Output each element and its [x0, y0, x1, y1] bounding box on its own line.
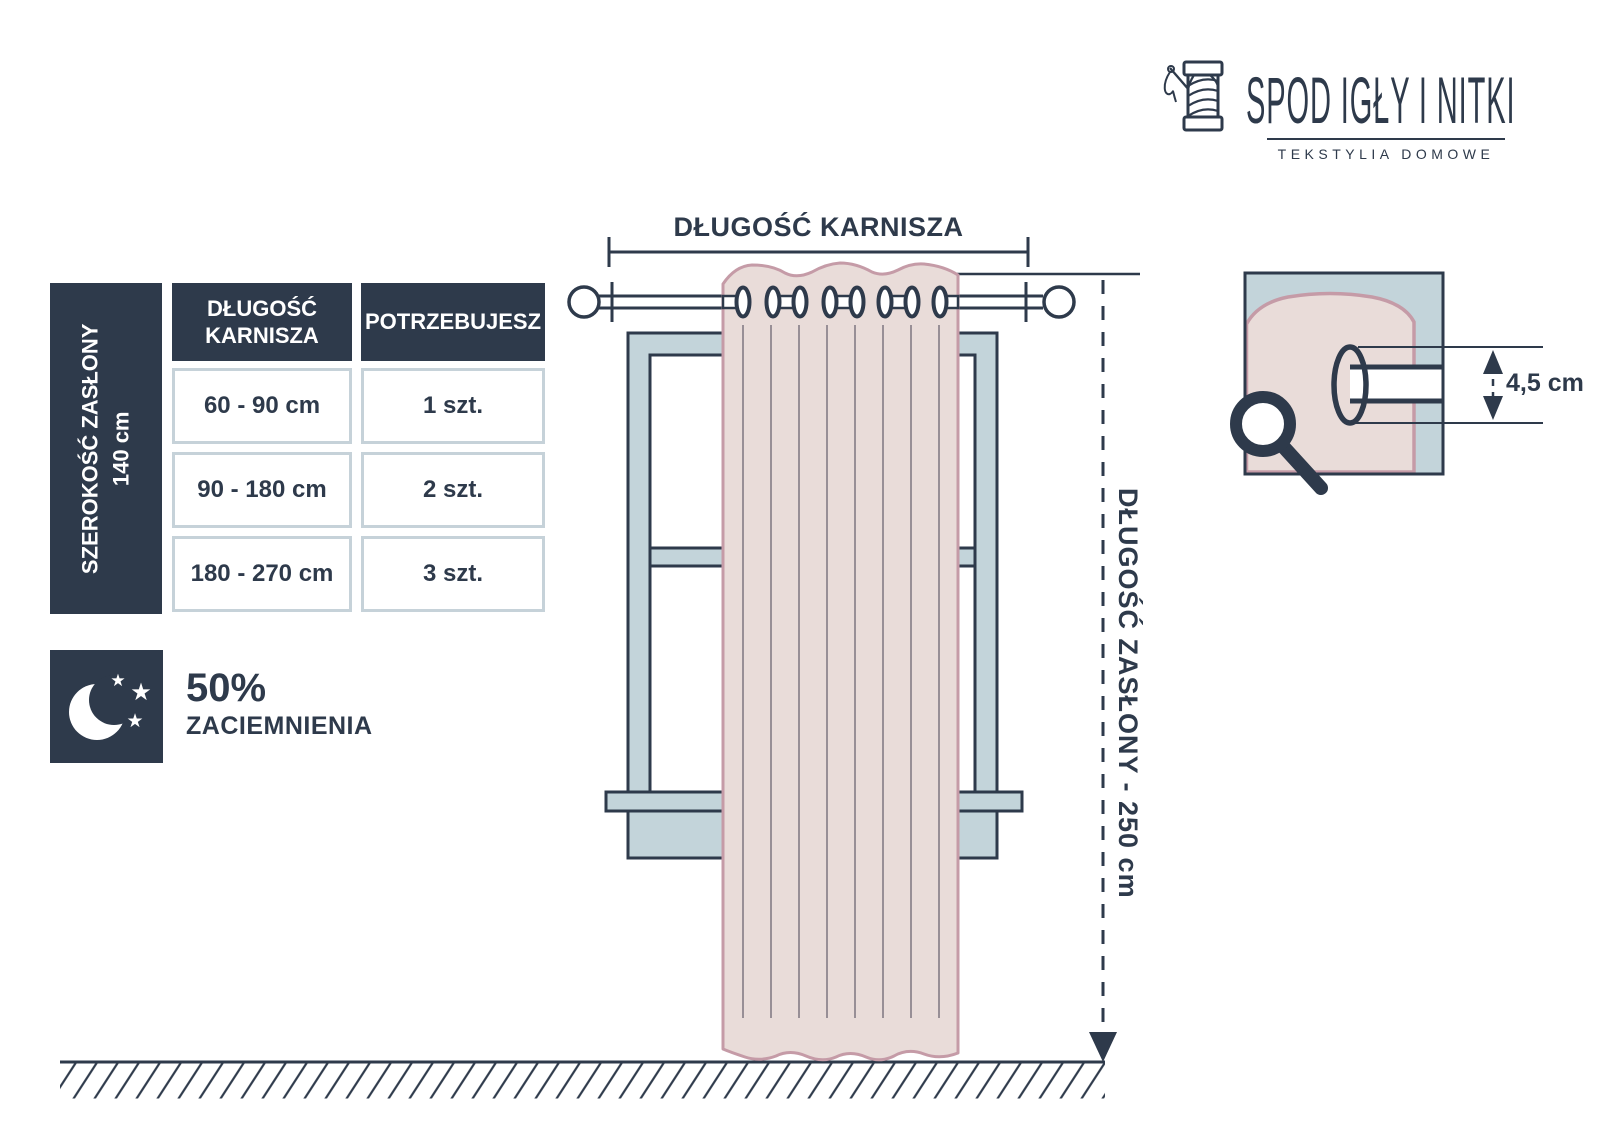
curtain-length-label: DŁUGOŚĆ ZASŁONY - 250 cm: [1113, 488, 1143, 899]
table-cell-rod-length: 180 - 270 cm: [172, 536, 352, 612]
blackout-label: ZACIEMNIENIA: [186, 712, 373, 740]
table-cell-needed: 3 szt.: [361, 536, 545, 612]
svg-text:★: ★: [126, 710, 144, 732]
moon-stars-icon: [50, 650, 163, 763]
curtain-fabric: [723, 263, 958, 1060]
table-cell-rod-length: 60 - 90 cm: [172, 368, 352, 444]
logo-title-wrap: [1246, 63, 1600, 137]
grommet-diameter-value: 4,5 cm: [1506, 369, 1584, 397]
yarn-spool-needle-icon: [1160, 56, 1232, 140]
row-header-line1: SZEROKOŚĆ ZASŁONY: [77, 323, 103, 574]
table-cell-needed: 2 szt.: [361, 452, 545, 528]
curtain-panel: [723, 263, 958, 1060]
rod-length-label: DŁUGOŚĆ KARNISZA: [673, 212, 964, 242]
logo-subtitle: TEKSTYLIA DOMOWE: [1277, 146, 1495, 162]
rod-finial-right: [1044, 287, 1074, 317]
logo-title: SPOD IGŁY I NITKI: [1246, 63, 1516, 137]
column-header-rod-length: DŁUGOŚĆ KARNISZA: [172, 283, 352, 361]
table-row-header: [50, 283, 162, 614]
row-header-line2: 140 cm: [108, 411, 134, 486]
table-cell-needed: 1 szt.: [361, 368, 545, 444]
rod-finial-left: [569, 287, 599, 317]
blackout-percent: 50%: [186, 666, 267, 710]
table-cell-rod-length: 90 - 180 cm: [172, 452, 352, 528]
arrow-down-icon: [1089, 1032, 1117, 1062]
arrow-down-icon: [1483, 396, 1503, 420]
svg-text:★: ★: [130, 678, 152, 706]
arrow-up-icon: [1483, 350, 1503, 374]
logo-divider: [1267, 138, 1505, 140]
column-header-needed: POTRZEBUJESZ: [361, 283, 545, 361]
svg-text:★: ★: [110, 671, 126, 691]
floor: [60, 1062, 1105, 1099]
